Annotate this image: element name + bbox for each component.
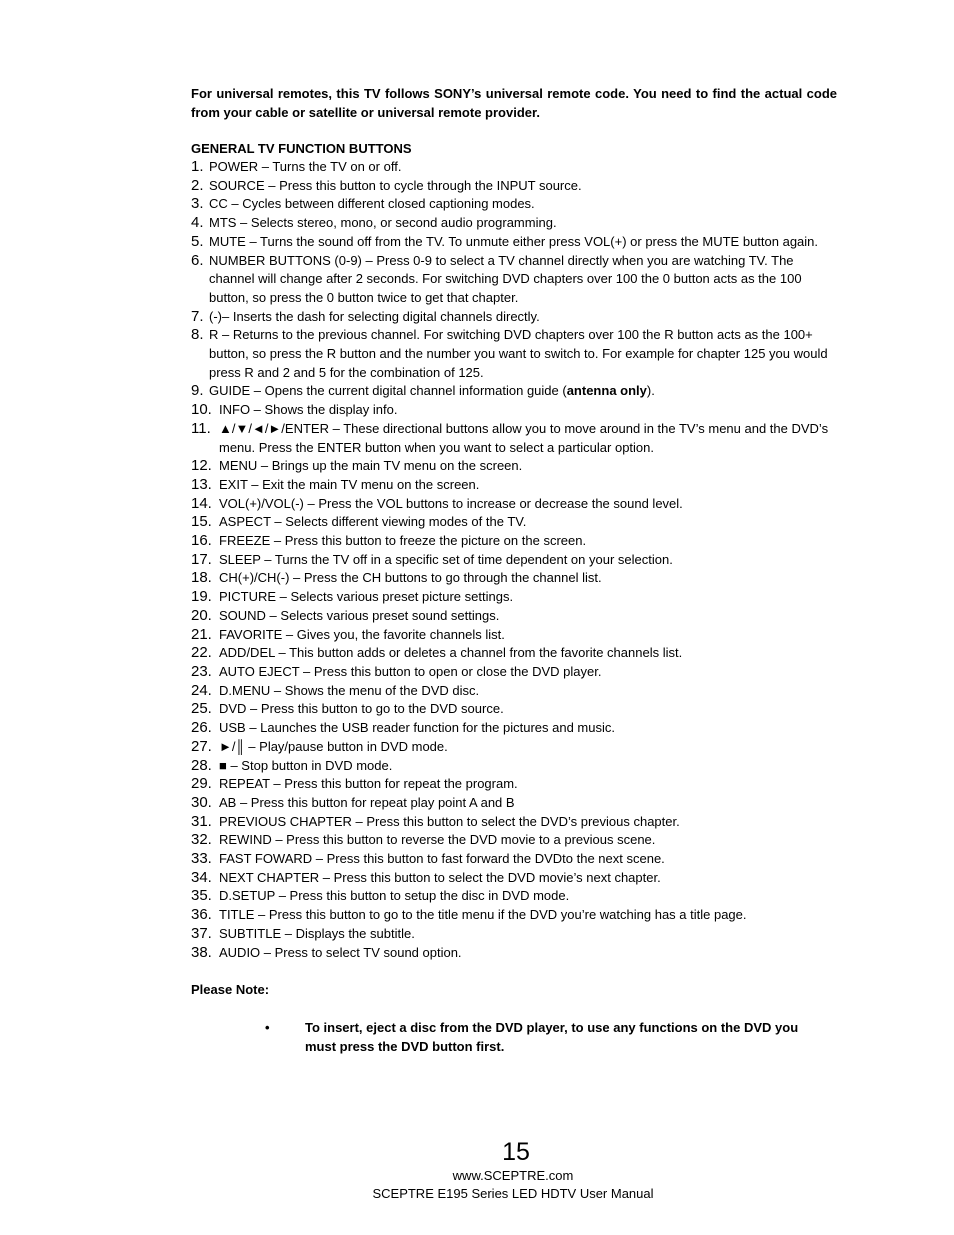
list-item-number: 37. (191, 924, 212, 942)
list-item-number: 7. (191, 307, 204, 325)
list-item-text: SUBTITLE – Displays the subtitle. (219, 925, 415, 941)
list-item-text: R – Returns to the previous channel. For switching DVD chapters over 100 the R button acts as the 100+ button, so press the R button and the number you want to switch to. For example for chapter 125 you would press R and 2 and 5 for the combination of 125. (209, 327, 828, 380)
list-item-text: ■ – Stop button in DVD mode. (219, 757, 393, 773)
list-item-text: (-)– Inserts the dash for selecting digital channels directly. (209, 308, 540, 324)
list-item-text: D.SETUP – Press this button to setup the disc in DVD mode. (219, 888, 570, 904)
list-item (191, 869, 837, 888)
list-item-text: FAST FOWARD – Press this button to fast forward the DVDto the next scene. (219, 851, 665, 867)
list-item-number: 13. (191, 475, 212, 493)
list-item-text: ▲/▼/◄/►/ENTER – These directional buttons allow you to move around in the TV’s menu and the DVD’s menu. Press the ENTER button when you want to select a particular option. (219, 420, 829, 455)
list-item-text (209, 382, 837, 401)
section-heading: GENERAL TV FUNCTION BUTTONS (191, 141, 412, 156)
bullet-icon: • (265, 1020, 270, 1036)
list-item (191, 158, 837, 177)
list-item-text: D.MENU – Shows the menu of the DVD disc. (219, 682, 480, 698)
list-item-text: AUTO EJECT – Press this button to open or close the DVD player. (219, 663, 602, 679)
list-item-text: MTS – Selects stereo, mono, or second audio programming. (209, 215, 557, 231)
list-item-text: TITLE – Press this button to go to the title menu if the DVD you’re watching has a title page. (219, 907, 747, 923)
list-item-number: 22. (191, 644, 212, 662)
list-item (191, 607, 837, 626)
universal-remote-intro: For universal remotes, this TV follows SONY’s universal remote code. You need to find the actual code from your cable or satellite or universal remote provider. (191, 86, 837, 120)
list-item-number: 4. (191, 214, 204, 232)
list-item-number: 10. (191, 401, 212, 419)
list-item (191, 831, 837, 850)
list-item (191, 663, 837, 682)
function-button-list (191, 158, 837, 962)
list-item-text: MENU – Brings up the main TV menu on the screen. (219, 458, 523, 474)
list-item (191, 775, 837, 794)
list-item-text: EXIT – Exit the main TV menu on the screen. (219, 476, 480, 492)
list-item-text: PICTURE – Selects various preset picture settings. (219, 589, 514, 605)
list-item-text: ►/║ – Play/pause button in DVD mode. (219, 738, 448, 754)
list-item-number: 18. (191, 569, 212, 587)
note-bullet-text: To insert, eject a disc from the DVD player, to use any functions on the DVD you must press the DVD button first. (305, 1020, 799, 1055)
list-item-text-part: ). (646, 383, 655, 399)
list-item-number: 25. (191, 700, 212, 718)
list-item-number: 29. (191, 775, 212, 793)
note-heading: Please Note: (191, 982, 270, 998)
list-item-number: 5. (191, 232, 204, 250)
list-item-number: 26. (191, 719, 212, 737)
footer-manual-title: SCEPTRE E195 Series LED HDTV User Manual (372, 1186, 654, 1201)
list-item (191, 738, 837, 757)
list-item-text: SOUND – Selects various preset sound settings. (219, 607, 500, 623)
list-item-number: 16. (191, 532, 212, 550)
list-item-number: 11. (191, 419, 211, 437)
list-item (191, 214, 837, 233)
list-item (191, 682, 837, 701)
manual-page-body (191, 84, 837, 1056)
list-item-text: ADD/DEL – This button adds or deletes a channel from the favorite channels list. (219, 645, 683, 661)
list-item-text: ASPECT – Selects different viewing modes of the TV. (219, 514, 527, 530)
list-item (191, 233, 837, 252)
list-item-number: 34. (191, 868, 212, 886)
list-item-number: 19. (191, 588, 212, 606)
list-item-number: 24. (191, 681, 212, 699)
page-number: 15 (502, 1138, 530, 1166)
list-item-number: 32. (191, 831, 212, 849)
list-item-text: SLEEP – Turns the TV off in a specific set of time dependent on your selection. (219, 551, 673, 567)
list-item (191, 195, 837, 214)
list-item-text: MUTE – Turns the sound off from the TV. To unmute either press VOL(+) or press the MUTE button again. (209, 233, 819, 249)
list-item-text: POWER – Turns the TV on or off. (209, 159, 402, 174)
list-item (191, 532, 837, 551)
list-item (191, 588, 837, 607)
list-item-text: REPEAT – Press this button for repeat the program. (219, 776, 518, 792)
list-item-text: FREEZE – Press this button to freeze the picture on the screen. (219, 533, 587, 549)
list-item (191, 476, 837, 495)
list-item-number: 3. (191, 195, 204, 213)
list-item-text: USB – Launches the USB reader function for the pictures and music. (219, 720, 615, 736)
list-item-number: 28. (191, 756, 212, 774)
list-item-number: 30. (191, 793, 212, 811)
list-item (191, 906, 837, 925)
list-item (191, 719, 837, 738)
list-item (191, 177, 837, 196)
list-item (191, 513, 837, 532)
list-item-text: INFO – Shows the display info. (219, 402, 398, 418)
list-item (191, 794, 837, 813)
list-item-number: 9. (191, 382, 204, 400)
list-item (191, 457, 837, 476)
list-item (191, 700, 837, 719)
list-item (191, 401, 837, 420)
list-item (191, 626, 837, 645)
list-item-number: 1. (191, 158, 204, 175)
list-item-number: 38. (191, 943, 212, 961)
list-item-text: CC – Cycles between different closed captioning modes. (209, 196, 535, 212)
list-item (191, 551, 837, 570)
footer-website: www.SCEPTRE.com (452, 1168, 574, 1183)
list-item-text: VOL(+)/VOL(-) – Press the VOL buttons to increase or decrease the sound level. (219, 495, 683, 511)
list-item-number: 27. (191, 737, 212, 755)
list-item (191, 757, 837, 776)
list-item-text-part: GUIDE – Opens the current digital channel information guide ( (209, 383, 567, 399)
list-item-text: CH(+)/CH(-) – Press the CH buttons to go through the channel list. (219, 570, 602, 586)
list-item-number: 12. (191, 457, 212, 475)
list-item-text: NUMBER BUTTONS (0-9) – Press 0-9 to select a TV channel directly when you are watching TV. The channel will change after 2 seconds. For switching DVD chapters over 100 the 0 button acts as the 100 button, so press the 0 button twice to get that chapter. (209, 252, 802, 305)
list-item-text: PREVIOUS CHAPTER – Press this button to select the DVD’s previous chapter. (219, 813, 680, 829)
list-item-emphasis: antenna only (566, 383, 647, 399)
list-item-text: SOURCE – Press this button to cycle through the INPUT source. (209, 177, 582, 193)
note-bullet (263, 1018, 837, 1056)
list-item-text: FAVORITE – Gives you, the favorite channels list. (219, 626, 505, 642)
list-item (191, 944, 837, 963)
list-item (191, 326, 837, 382)
list-item (191, 420, 837, 457)
list-item-number: 2. (191, 176, 204, 194)
list-item-number: 36. (191, 906, 212, 924)
list-item-text: REWIND – Press this button to reverse the DVD movie to a previous scene. (219, 832, 656, 848)
list-item (191, 252, 837, 308)
list-item-number: 8. (191, 326, 204, 344)
list-item (191, 850, 837, 869)
list-item (191, 925, 837, 944)
list-item (191, 569, 837, 588)
list-item (191, 813, 837, 832)
list-item (191, 887, 837, 906)
list-item-text: AB – Press this button for repeat play point A and B (219, 794, 515, 810)
list-item-text: AUDIO – Press to select TV sound option. (219, 944, 462, 960)
list-item-text: NEXT CHAPTER – Press this button to select the DVD movie’s next chapter. (219, 869, 661, 885)
list-item-number: 33. (191, 850, 212, 868)
list-item-number: 14. (191, 494, 212, 512)
list-item (191, 308, 837, 327)
list-item-text: DVD – Press this button to go to the DVD source. (219, 701, 504, 717)
list-item-number: 20. (191, 606, 212, 624)
list-item (191, 382, 837, 401)
list-item-number: 23. (191, 662, 212, 680)
list-item-number: 6. (191, 251, 204, 269)
list-item-number: 31. (191, 812, 212, 830)
list-item-number: 21. (191, 625, 212, 643)
list-item-number: 15. (191, 513, 212, 531)
list-item-number: 35. (191, 887, 212, 905)
list-item-number: 17. (191, 550, 212, 568)
list-item (191, 644, 837, 663)
list-item (191, 495, 837, 514)
